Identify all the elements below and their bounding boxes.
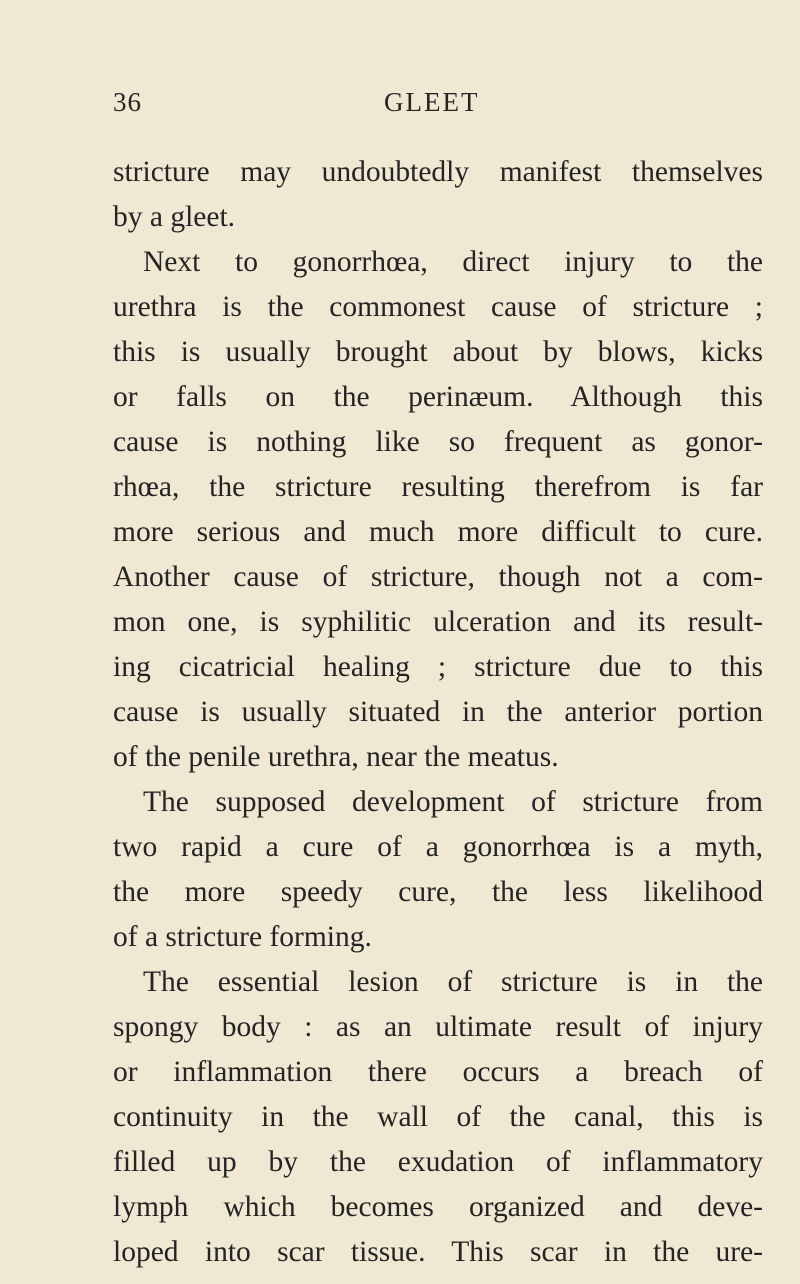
text-line: The essential lesion of stricture is in the (143, 966, 763, 998)
text-line: lymph which becomes organized and deve- (113, 1191, 763, 1223)
text-line: rhœa, the stricture resulting therefrom is far (113, 471, 763, 503)
text-line: or falls on the perinæum. Although this (113, 381, 763, 413)
text-line: stricture may undoubtedly manifest themselves (113, 156, 763, 188)
text-line: or inflammation there occurs a breach of (113, 1056, 763, 1088)
page-header (0, 82, 800, 122)
text-line: urethra is the commonest cause of stricture ; (113, 291, 763, 323)
text-line: loped into scar tissue. This scar in the ure- (113, 1236, 763, 1268)
text-line: two rapid a cure of a gonorrhœa is a myth, (113, 831, 763, 863)
text-line: the more speedy cure, the less likelihood (113, 876, 763, 908)
text-line: cause is usually situated in the anterior portion (113, 696, 763, 728)
text-line: Next to gonorrhœa, direct injury to the (143, 246, 763, 278)
text-line: spongy body : as an ultimate result of injury (113, 1011, 763, 1043)
page-number: 36 (113, 87, 142, 117)
body-text (113, 150, 763, 1275)
running-head: GLEET (384, 87, 480, 117)
text-line: by a gleet. (113, 201, 236, 233)
text-line: more serious and much more difficult to cure. (113, 516, 763, 548)
text-line: this is usually brought about by blows, kicks (113, 336, 763, 368)
text-line: cause is nothing like so frequent as gonor- (113, 426, 763, 458)
text-line: mon one, is syphilitic ulceration and its result- (113, 606, 763, 638)
text-line: of a stricture forming. (113, 921, 372, 953)
text-line: ing cicatricial healing ; stricture due to this (113, 651, 763, 683)
text-line: The supposed development of stricture from (143, 786, 763, 818)
text-line: Another cause of stricture, though not a com- (113, 561, 763, 593)
text-line: of the penile urethra, near the meatus. (113, 741, 559, 773)
text-line: continuity in the wall of the canal, this is (113, 1101, 763, 1133)
text-line: filled up by the exudation of inflammatory (113, 1146, 763, 1178)
